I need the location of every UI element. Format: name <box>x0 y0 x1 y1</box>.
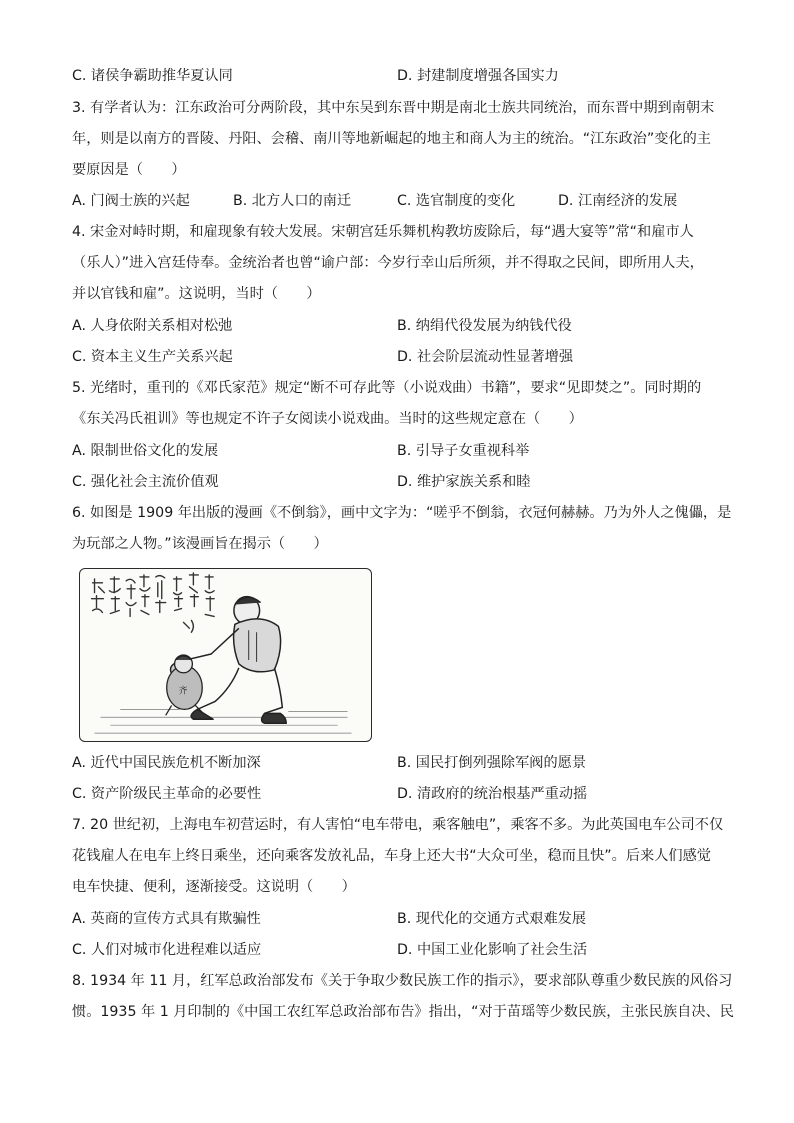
q4-stem-line-3: 并以官钱和雇”。这说明，当时（ ） <box>72 286 321 302</box>
q5-option-b: B. 引导子女重视科举 <box>397 443 530 459</box>
q4-option-b: B. 纳绢代役发展为纳钱代役 <box>397 318 572 334</box>
q6-stem-line-1: 6. 如图是 1909 年出版的漫画《不倒翁》，画中文字为：“嗟乎不倒翁，衣冠何赫赫。乃为外人之傀儡，是 <box>72 505 732 521</box>
q4-option-a: A. 人身依附关系相对松弛 <box>72 318 233 334</box>
q3-stem-line-1: 3. 有学者认为：江东政治可分两阶段，其中东吴到东晋中期是南北士族共同统治，而东晋中期到南朝末 <box>72 100 715 116</box>
q7-option-c: C. 人们对城市化进程难以适应 <box>72 942 262 958</box>
q6-option-b: B. 国民打倒列强除军阀的愿景 <box>397 755 587 771</box>
q4-stem-line-2: （乐人）”进入宫廷侍奉。金统治者也曾“谕户部：今岁行幸山后所须，并不得取之民间，即所用人夫， <box>72 255 704 271</box>
q3-option-c: C. 选官制度的变化 <box>397 193 516 209</box>
q6-option-a: A. 近代中国民族危机不断加深 <box>72 755 261 771</box>
q6-stem-line-2: 为玩部之人物。”该漫画旨在揭示（ ） <box>72 536 328 552</box>
q4-option-c: C. 资本主义生产关系兴起 <box>72 349 233 365</box>
q5-option-d: D. 维护家族关系和睦 <box>397 474 531 490</box>
cartoon-tumbler-doll <box>166 655 204 715</box>
q5-stem-line-2: 《东关冯氏祖训》等也规定不许子女阅读小说戏曲。当时的这些规定意在（ ） <box>72 411 583 427</box>
q7-stem-line-1: 7. 20 世纪初，上海电车初营运时，有人害怕“电车带电，乘客触电”，乘客不多。为此英国电车公司不仅 <box>72 817 724 833</box>
q8-stem-line-1: 8. 1934 年 11 月，红军总政治部发布《关于争取少数民族工作的指示》，要求部队尊重少数民族的风俗习 <box>72 973 733 989</box>
q3-option-b: B. 北方人口的南迁 <box>233 193 352 209</box>
q6-option-d: D. 清政府的统治根基严重动摇 <box>397 786 588 802</box>
svg-text:齐: 齐 <box>178 686 188 697</box>
q7-stem-line-2: 花钱雇人在电车上终日乘坐，还向乘客发放礼品，车身上还大书“大众可坐，稳而且快”。后来人们感觉 <box>72 848 711 864</box>
q2-option-d: D. 封建制度增强各国实力 <box>397 68 559 84</box>
q5-option-c: C. 强化社会主流价值观 <box>72 474 219 490</box>
q3-option-d: D. 江南经济的发展 <box>558 193 678 209</box>
q4-option-d: D. 社会阶层流动性显著增强 <box>397 349 574 365</box>
cartoon-drawing <box>80 569 371 741</box>
q4-stem-line-1: 4. 宋金对峙时期，和雇现象有较大发展。宋朝宫廷乐舞机构教坊废除后，每“遇大宴等”常“和雇市人 <box>72 224 694 240</box>
q7-option-a: A. 英商的宣传方式具有欺骗性 <box>72 911 261 927</box>
cartoon-floor <box>95 709 352 733</box>
q8-stem-line-2: 惯。1935 年 1 月印制的《中国工农红军总政治部布告》指出，“对于苗瑶等少数民族，主张民族自决、民 <box>72 1004 734 1020</box>
q3-option-a: A. 门阀士族的兴起 <box>72 193 190 209</box>
q2-option-c: C. 诸侯争霸助推华夏认同 <box>72 68 233 84</box>
q3-stem-line-3: 要原因是（ ） <box>72 162 186 178</box>
q5-stem-line-1: 5. 光绪时，重刊的《邓氏家范》规定“断不可存此等（小说戏曲）书籍”，要求“见即焚之”。同时期的 <box>72 380 702 396</box>
q7-stem-line-3: 电车快捷、便利，逐渐接受。这说明（ ） <box>72 879 356 895</box>
q3-stem-line-2: 年，则是以南方的晋陵、丹阳、会稽、南川等地新崛起的地主和商人为主的统治。“江东政治”变化的主 <box>72 131 711 147</box>
cartoon-image <box>79 568 372 742</box>
q7-option-b: B. 现代化的交通方式艰难发展 <box>397 911 587 927</box>
q6-option-c: C. 资产阶级民主革命的必要性 <box>72 786 262 802</box>
q5-option-a: A. 限制世俗文化的发展 <box>72 443 219 459</box>
cartoon-calligraphy <box>92 573 215 632</box>
q7-option-d: D. 中国工业化影响了社会生活 <box>397 942 588 958</box>
